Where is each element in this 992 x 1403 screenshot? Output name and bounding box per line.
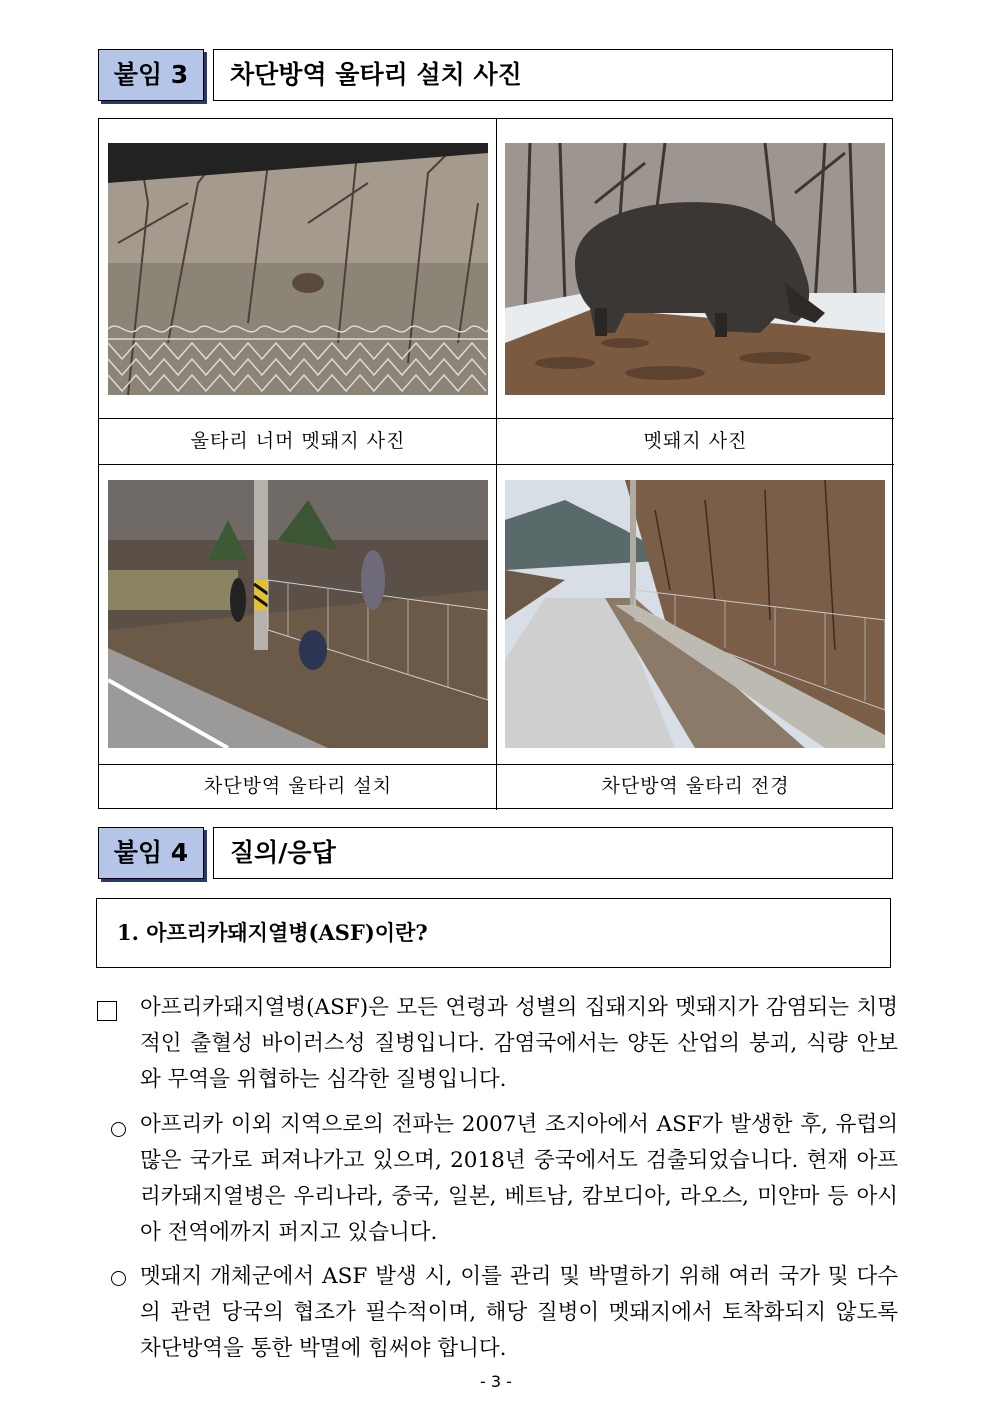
photo-caption: 멧돼지 사진: [643, 430, 748, 452]
section-3-tag: 붙임 3: [98, 49, 204, 101]
caption-cell-4: [497, 765, 894, 810]
square-bullet-icon: [97, 1001, 117, 1021]
page-number: - 3 -: [480, 1372, 512, 1391]
photo-caption: 울타리 너머 멧돼지 사진: [190, 430, 406, 452]
photo-cell-1: [99, 119, 497, 419]
answer-main-paragraph: 아프리카돼지열병(ASF)은 모든 연령과 성별의 집돼지와 멧돼지가 감염되는 치명적인 출혈성 바이러스성 질병입니다. 감염국에서는 양돈 산업의 붕괴, 식량 안보와 무역을 위협하는 심각한 질병입니다.: [140, 995, 898, 1092]
photo-caption: 차단방역 울타리 설치: [203, 775, 393, 797]
fence-overview-photo: [505, 480, 885, 748]
section-4-header: [98, 827, 893, 879]
fence-installation-photo: [108, 480, 488, 748]
wild-boar-photo: [505, 143, 885, 395]
section-3-header: [98, 49, 893, 101]
question-box: 1. 아프리카돼지열병(ASF)이란?: [96, 898, 891, 968]
caption-cell-3: [99, 765, 497, 810]
answer-sub-paragraph-1: 아프리카 이외 지역으로의 전파는 2007년 조지아에서 ASF가 발생한 후, 유럽의 많은 국가로 퍼져나가고 있으며, 2018년 중국에서도 검출되었습니다. 현재 아프리카돼지열병은 우리나라, 중국, 일본, 베트남, 캄보디아, 라오스, 미얀마 등 아시아 전역에까지 퍼지고 있습니다.: [140, 1112, 898, 1245]
section-4-title: 질의/응답: [213, 827, 893, 879]
wild-boar-behind-fence-photo: [108, 143, 488, 395]
circle-bullet-icon: [111, 1122, 126, 1137]
photo-cell-3: [99, 465, 497, 765]
caption-cell-2: [497, 419, 894, 465]
caption-cell-1: [99, 419, 497, 465]
section-4-tag: 붙임 4: [98, 827, 204, 879]
circle-bullet-icon: [111, 1271, 126, 1286]
photo-cell-4: [497, 465, 894, 765]
section-3-title: 차단방역 울타리 설치 사진: [213, 49, 893, 101]
photo-cell-2: [497, 119, 894, 419]
photo-caption: 차단방역 울타리 전경: [601, 775, 790, 797]
photo-table: [98, 118, 893, 809]
answer-sub-paragraph-2: 멧돼지 개체군에서 ASF 발생 시, 이를 관리 및 박멸하기 위해 여러 국가 및 다수의 관련 당국의 협조가 필수적이며, 해당 질병이 멧돼지에서 토착화되지 않도록 차단방역을 통한 박멸에 힘써야 합니다.: [140, 1264, 898, 1361]
